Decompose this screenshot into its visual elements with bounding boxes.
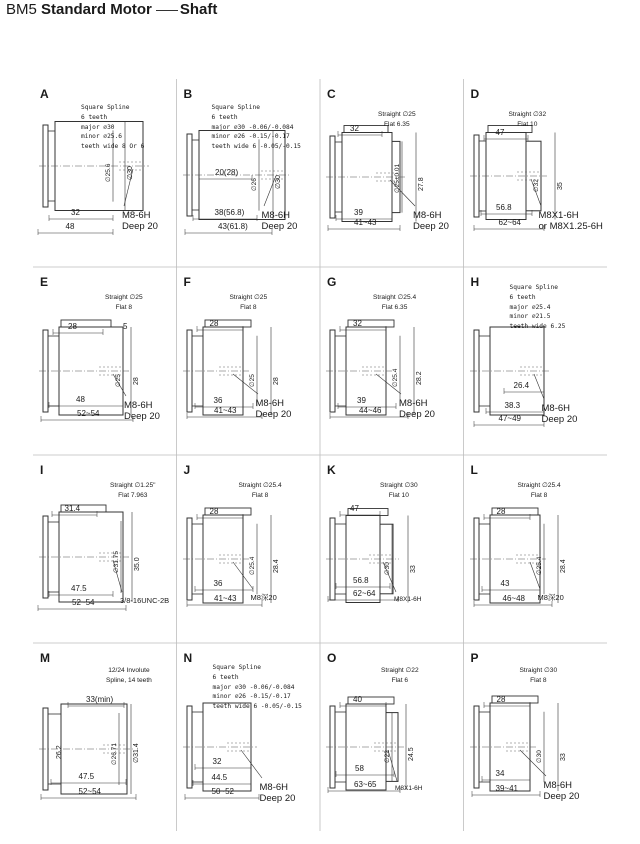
title-rule (156, 10, 178, 11)
dimension-l3: 41~43 (214, 406, 237, 415)
thread-leader (264, 178, 275, 206)
dimension-l1: 32 (71, 208, 80, 217)
dimension-l1: 28 (209, 319, 219, 328)
diameter-d2: 27.8 (418, 177, 425, 191)
thread-line: Deep 20 (255, 409, 292, 420)
shaft-spec (518, 481, 561, 501)
dimension-l2: 36 (213, 396, 223, 405)
spec-line: Flat 6 (391, 676, 409, 684)
thread-callout (394, 596, 421, 604)
shaft-panel-m (33, 643, 176, 831)
thread-line: M8深20 (537, 593, 564, 602)
shaft-panel-d (464, 79, 607, 267)
dimension-l1: 28 (496, 507, 506, 516)
diameter-d2: 33 (559, 753, 567, 761)
spec-line: Straight ∅30 (519, 667, 558, 674)
spec-line: Straight ∅22 (381, 667, 419, 674)
shaft-panel-j (177, 455, 320, 643)
panel-label: O (327, 651, 337, 665)
thread-line: M8X1-6H (538, 210, 579, 221)
spec-line: Flat 10 (517, 120, 538, 128)
thread-callout (538, 593, 564, 602)
spec-line: Straight ∅32 (508, 111, 547, 118)
dimension-l3: 46~48 (502, 594, 525, 603)
thread-line: M8X1-6H (395, 785, 423, 792)
dimension-l2: 39 (354, 208, 363, 217)
thread-line: or M8X1.25-6H (538, 221, 603, 232)
dimension-l2: 56.8 (353, 576, 369, 585)
title-suffix: Shaft (179, 1, 218, 18)
shaft-spec (106, 666, 152, 686)
diameter-d2: 24.5 (408, 747, 415, 761)
panel-label: L (470, 463, 478, 477)
thread-line: Deep 20 (541, 414, 578, 425)
spec-line: teeth wide 8 Or 6 (81, 143, 145, 151)
thread-line: M8-6H (399, 398, 428, 409)
page-title (6, 1, 217, 18)
diameter-d1: ∅25±0.01 (394, 163, 401, 193)
dimension-l2: 56.8 (496, 203, 512, 212)
shaft-panel-a (33, 79, 176, 267)
dimension-l1: 40 (353, 695, 362, 704)
spec-line: Straight ∅25 (229, 294, 268, 301)
diameter-d2: ∅30 (127, 166, 134, 180)
thread-line: Deep 20 (543, 791, 580, 802)
diameter-d2: ∅31.4 (133, 743, 140, 763)
dimension-l2: 47.5 (71, 584, 87, 593)
dimension-l3: 47~49 (498, 414, 521, 423)
shaft-spec (380, 481, 418, 501)
spec-line: Straight ∅25.4 (373, 294, 417, 301)
dimension-l1: 26.4 (513, 381, 530, 390)
diameter-d1: ∅26 (250, 178, 258, 191)
diameter-d1: ∅32 (532, 179, 540, 192)
diameter-d0: 26.2 (56, 745, 63, 759)
diameter-d2: ∅30 (274, 175, 282, 189)
spec-line: 6 teeth (81, 113, 108, 121)
spec-line: teeth wide 6.25 (509, 323, 566, 331)
shaft-drawing (320, 79, 463, 267)
spec-line: Flat 10 (388, 491, 409, 499)
dimension-l1: 32 (212, 757, 222, 766)
diameter-d2: 28.2 (416, 371, 423, 385)
shaft-panel-i (33, 455, 176, 643)
dimension-l1: 32 (353, 319, 362, 328)
spec-line: minor ∅21.5 (509, 313, 551, 321)
spec-line: major ∅30 -0.06/-0.084 (212, 683, 295, 691)
panel-label: E (40, 275, 49, 289)
spec-line: major ∅30 -0.06/-0.084 (211, 123, 294, 131)
spec-line: Straight ∅25 (105, 294, 143, 301)
dimension-l2: 38(56.8) (214, 208, 245, 217)
thread-callout (395, 785, 422, 793)
spec-line: Flat 8 (115, 303, 133, 311)
shaft-panel-k (320, 455, 463, 643)
shaft-panel-c (320, 79, 463, 267)
shaft-drawing-sheet (33, 79, 607, 831)
thread-callout (413, 210, 449, 232)
thread-line: Deep 20 (399, 409, 435, 420)
thread-line: M8-6H (259, 782, 289, 793)
dimension-l3: 41~43 (354, 218, 377, 227)
diameter-d1: ∅25.4 (248, 556, 256, 575)
thread-line: M8深20 (250, 593, 277, 602)
panel-label: I (40, 463, 44, 477)
diameter-d2: 33 (410, 565, 417, 573)
diameter-d1: ∅30 (384, 562, 391, 575)
shaft-spec (213, 663, 302, 712)
spec-line: Flat 8 (240, 303, 257, 311)
thread-callout (251, 593, 277, 602)
dimension-l1: 47 (495, 128, 505, 137)
dimension-l2: 38.3 (504, 401, 521, 410)
panel-label: G (327, 275, 337, 289)
dimension-l2: 44.5 (211, 773, 228, 782)
dimension-l2: 43 (500, 579, 510, 588)
shaft-spec (105, 293, 143, 313)
dimension-l3: 62~64 (498, 218, 521, 227)
panel-label: N (183, 651, 193, 665)
dimension-l2: 58 (355, 764, 364, 773)
shaft-spec (81, 103, 144, 152)
diameter-d2: 28 (272, 377, 280, 385)
thread-line: 3/8-16UNC-2B (120, 596, 170, 605)
spec-line: 6 teeth (212, 673, 239, 681)
spec-line: Square Spline (509, 284, 558, 291)
thread-line: M8-6H (255, 398, 285, 409)
thread-callout (399, 398, 435, 420)
thread-line: Deep 20 (124, 411, 160, 422)
spec-line: Square Spline (212, 664, 261, 671)
panel-label: J (183, 463, 191, 477)
thread-callout (262, 210, 298, 232)
diameter-d1: ∅25.4 (535, 556, 543, 575)
panel-label: M (40, 651, 50, 665)
dimension-l2: 36 (213, 579, 223, 588)
spec-line: 12/24 Involute (108, 667, 150, 674)
spec-line: 6 teeth (211, 113, 238, 121)
dimension-l3: 62~64 (353, 589, 376, 598)
shaft-spec (509, 110, 547, 130)
spec-line: Square Spline (81, 104, 130, 111)
diameter-d2: 28.4 (272, 559, 280, 573)
spec-line: Flat 6.35 (383, 120, 410, 128)
shaft-spec (381, 666, 419, 686)
thread-callout (542, 403, 578, 425)
diameter-d2: 35 (556, 182, 564, 190)
diameter-d2: 28.4 (559, 559, 567, 573)
spec-line: Straight ∅25.4 (238, 482, 282, 489)
shaft-panel-h (464, 267, 607, 455)
spec-line: teeth wide 6 -0.05/-0.15 (212, 703, 302, 711)
thread-line: M8X1-6H (394, 596, 422, 603)
dimension-l3: 52~54 (72, 598, 95, 607)
dimension-l1: 20(28) (215, 168, 239, 177)
thread-line: M8-6H (261, 210, 291, 221)
dimension-l1: 28 (496, 695, 506, 704)
dimension-l3: 44~46 (359, 406, 382, 415)
spec-line: Flat 8 (530, 676, 547, 684)
diameter-d1: ∅25.4 (392, 368, 399, 387)
shaft-drawing (464, 79, 607, 267)
thread-callout (120, 596, 169, 605)
dimension-l1: 33(min) (86, 695, 114, 704)
diameter-d1: ∅25.6 (105, 163, 112, 182)
shaft-panel-p (464, 643, 607, 831)
panel-label: A (40, 87, 49, 101)
panel-label: P (470, 651, 479, 665)
spec-line: Flat 7.963 (118, 491, 148, 499)
shaft-panel-b (177, 79, 320, 267)
panel-label: B (183, 87, 193, 101)
title-main: Standard Motor (41, 1, 152, 18)
dimension-l2: 48 (65, 222, 75, 231)
thread-callout (256, 398, 292, 420)
dimension-l3: 52~54 (78, 787, 101, 796)
shaft-spec (110, 481, 155, 501)
thread-line: Deep 20 (122, 221, 158, 232)
shaft-spec (510, 283, 566, 332)
spec-line: minor ∅26 -0.15/-0.17 (212, 693, 291, 701)
dimension-l1: 31.4 (64, 504, 81, 513)
dimension-l1: 28 (68, 322, 77, 331)
shaft-spec (373, 293, 416, 313)
thread-callout (544, 780, 580, 802)
dimension-l1: 47 (350, 504, 359, 513)
spec-line: minor ∅26 -0.15/-0.17 (211, 133, 290, 141)
panel-label: H (470, 275, 480, 289)
shaft-panel-l (464, 455, 607, 643)
dimension-l2: 39 (357, 396, 366, 405)
thread-line: Deep 20 (259, 793, 296, 804)
thread-line: M8-6H (541, 403, 571, 414)
shaft-spec (239, 481, 282, 501)
dimension-l3: 43(61.8) (218, 222, 248, 231)
diameter-d1: ∅30 (535, 750, 543, 763)
spec-line: major ∅25.4 (509, 303, 551, 311)
thread-leader (534, 374, 544, 399)
spec-line: Straight ∅25.4 (517, 482, 561, 489)
spec-line: 6 teeth (509, 293, 536, 301)
thread-callout (539, 210, 603, 232)
dimension-l1: 32 (350, 124, 359, 133)
spec-line: Straight ∅30 (380, 482, 418, 489)
thread-line: Deep 20 (413, 221, 449, 232)
diameter-d1: ∅22 (384, 750, 391, 763)
shaft-drawing (33, 643, 176, 831)
dimension-l2: 34 (495, 769, 505, 778)
title-prefix: BM5 (6, 1, 37, 18)
dimension-l3: 41~43 (214, 594, 237, 603)
spec-line: Flat 8 (530, 491, 548, 499)
panel-label: K (327, 463, 336, 477)
spec-line: Flat 6.35 (381, 303, 408, 311)
thread-line: M8-6H (124, 400, 153, 411)
thread-line: M8-6H (122, 210, 151, 221)
dimension-l3: 63~65 (354, 780, 377, 789)
diameter-d1: ∅26.71 (111, 743, 118, 765)
spec-line: major ∅30 (81, 123, 115, 131)
diameter-d1: ∅25 (115, 374, 122, 387)
thread-line: M8-6H (543, 780, 573, 791)
spec-line: Straight ∅1.25" (110, 482, 156, 489)
dimension-l2: 48 (76, 395, 85, 404)
shaft-panel-f (177, 267, 320, 455)
spec-line: Spline, 14 teeth (106, 676, 152, 684)
panel-label: D (470, 87, 480, 101)
diameter-d2: 28 (133, 377, 140, 385)
shaft-panel-o (320, 643, 463, 831)
spec-line: Flat 8 (251, 491, 269, 499)
spec-line: minor ∅25.6 (81, 133, 122, 141)
shaft-spec (378, 110, 416, 130)
thread-callout (122, 210, 158, 232)
spec-line: Square Spline (211, 104, 260, 111)
shaft-spec (212, 103, 301, 152)
spec-line: Straight ∅25 (378, 111, 416, 118)
thread-line: M8-6H (413, 210, 442, 221)
shaft-panel-g (320, 267, 463, 455)
panel-label: F (183, 275, 191, 289)
diameter-d2: 35.0 (134, 557, 141, 571)
dimension-l1: 28 (209, 507, 219, 516)
dimension-l3: 39~41 (495, 784, 518, 793)
shaft-panel-e (33, 267, 176, 455)
dimension-l3: 52~54 (77, 409, 100, 418)
diameter-d1: ∅31.75 (113, 551, 120, 573)
spec-line: teeth wide 6 -0.05/-0.15 (211, 143, 301, 151)
shaft-spec (520, 666, 558, 686)
shaft-panel-n (177, 643, 320, 831)
thread-callout (260, 782, 296, 804)
thread-callout (124, 400, 160, 422)
diameter-d1: ∅25 (248, 374, 256, 387)
shaft-spec (230, 293, 268, 313)
dimension-l2: 47.5 (78, 772, 95, 781)
dimension-l3: 50~52 (211, 787, 234, 796)
dimension-l0: 5 (123, 322, 128, 331)
thread-line: Deep 20 (261, 221, 298, 232)
panel-label: C (327, 87, 336, 101)
